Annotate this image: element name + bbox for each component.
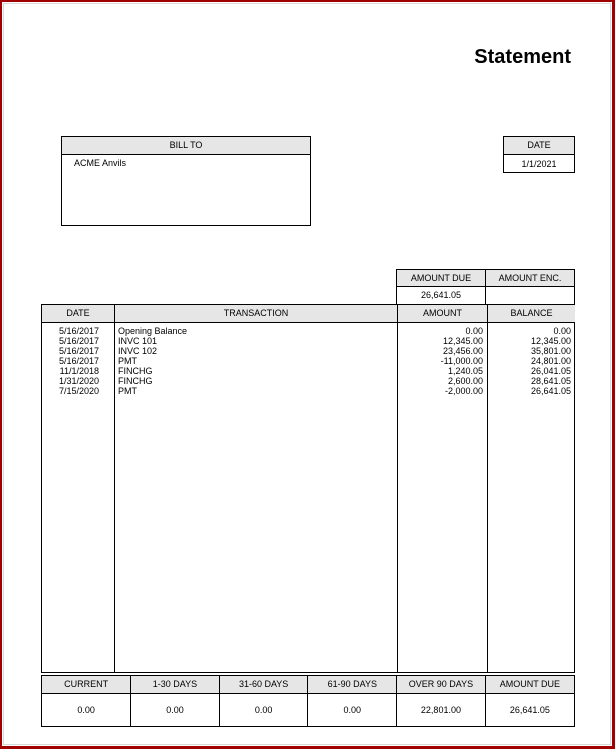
aging-table (42, 676, 574, 726)
ledger-balance-cell: 35,801.00 (530, 346, 571, 356)
ledger-amount-cell: 12,345.00 (442, 336, 483, 346)
aging-1-30-days-value: 0.00 (131, 693, 220, 726)
ledger-balance-header: BALANCE (488, 305, 575, 323)
ledger-date-cell: 5/16/2017 (58, 346, 99, 356)
ledger-date-cell: 5/16/2017 (58, 336, 99, 346)
ledger-date-column (42, 305, 114, 672)
ledger-amount-cell: 1,240.05 (447, 366, 483, 376)
aging-summary (41, 675, 575, 727)
ledger-date-cell: 5/16/2017 (58, 326, 99, 336)
ledger-amount-header: AMOUNT (398, 305, 487, 323)
ledger-date-cell: 5/16/2017 (58, 356, 99, 366)
amount-summary-value-row (397, 287, 574, 304)
ledger-transaction-cell: FINCHG (118, 376, 153, 386)
ledger-date-header: DATE (42, 305, 114, 323)
aging-value-row (42, 693, 574, 726)
amount-summary-header-row (397, 270, 574, 287)
ledger-balance-cell: 26,041.05 (530, 366, 571, 376)
transaction-ledger (41, 304, 575, 673)
aging-amount-due-header: AMOUNT DUE (485, 676, 574, 693)
amount-summary-box (396, 269, 575, 305)
document-title: Statement (474, 46, 571, 68)
ledger-transaction-cell: Opening Balance (118, 326, 188, 336)
date-header: DATE (504, 137, 574, 155)
bill-to-line: ACME Anvils (74, 158, 127, 168)
aging-current-value: 0.00 (77, 704, 95, 715)
ledger-amount-cell: 23,456.00 (442, 346, 483, 356)
aging-amount-due-value: 26,641.05 (485, 693, 574, 726)
ledger-balance-cell: 26,641.05 (530, 386, 571, 396)
ledger-balance-cell: 28,641.05 (530, 376, 571, 386)
ledger-amount-column (397, 305, 487, 672)
ledger-transaction-column (114, 305, 397, 672)
aging-31-60-days-header: 31-60 DAYS (219, 676, 308, 693)
aging-header-row (42, 676, 574, 693)
ledger-transaction-cell: INVC 101 (118, 336, 158, 346)
amount-due-header: AMOUNT DUE (410, 273, 472, 283)
aging-31-60-days-value: 0.00 (219, 693, 308, 726)
ledger-balance-column (487, 305, 575, 672)
aging-1-30-days-header: 1-30 DAYS (131, 676, 220, 693)
amount-due-value: 26,641.05 (420, 290, 462, 300)
ledger-transaction-cell: FINCHG (118, 366, 153, 376)
ledger-amount-cell: -11,000.00 (440, 356, 483, 366)
amount-enclosed-value (485, 287, 574, 304)
ledger-transaction-cell: INVC 102 (118, 346, 158, 356)
bill-to-header: BILL TO (62, 137, 310, 155)
date-box (503, 136, 575, 173)
ledger-amount-cell: 0.00 (465, 326, 483, 336)
ledger-transaction-header: TRANSACTION (115, 305, 397, 323)
ledger-balance-cell: 0.00 (553, 326, 571, 336)
aging-current-header: CURRENT (42, 676, 131, 693)
aging-over-90-days-value: 22,801.00 (397, 693, 486, 726)
aging-over-90-days-header: OVER 90 DAYS (397, 676, 486, 693)
ledger-date-cell: 1/31/2020 (58, 376, 99, 386)
aging-61-90-days-value: 0.00 (308, 693, 397, 726)
ledger-amount-cell: 2,600.00 (447, 376, 483, 386)
ledger-balance-cell: 12,345.00 (530, 336, 571, 346)
bill-to-box (61, 136, 311, 226)
aging-61-90-days-header: 61-90 DAYS (308, 676, 397, 693)
ledger-transaction-cell: PMT (118, 386, 137, 396)
statement-date: 1/1/2021 (521, 159, 557, 169)
ledger-transaction-cell: PMT (118, 356, 137, 366)
ledger-date-cell: 7/15/2020 (58, 386, 99, 396)
ledger-balance-cell: 24,801.00 (530, 356, 571, 366)
amount-enclosed-header: AMOUNT ENC. (485, 270, 574, 286)
ledger-date-cell: 11/1/2018 (59, 366, 99, 376)
ledger-amount-cell: -2,000.00 (444, 386, 483, 396)
bill-to-body (62, 155, 310, 171)
